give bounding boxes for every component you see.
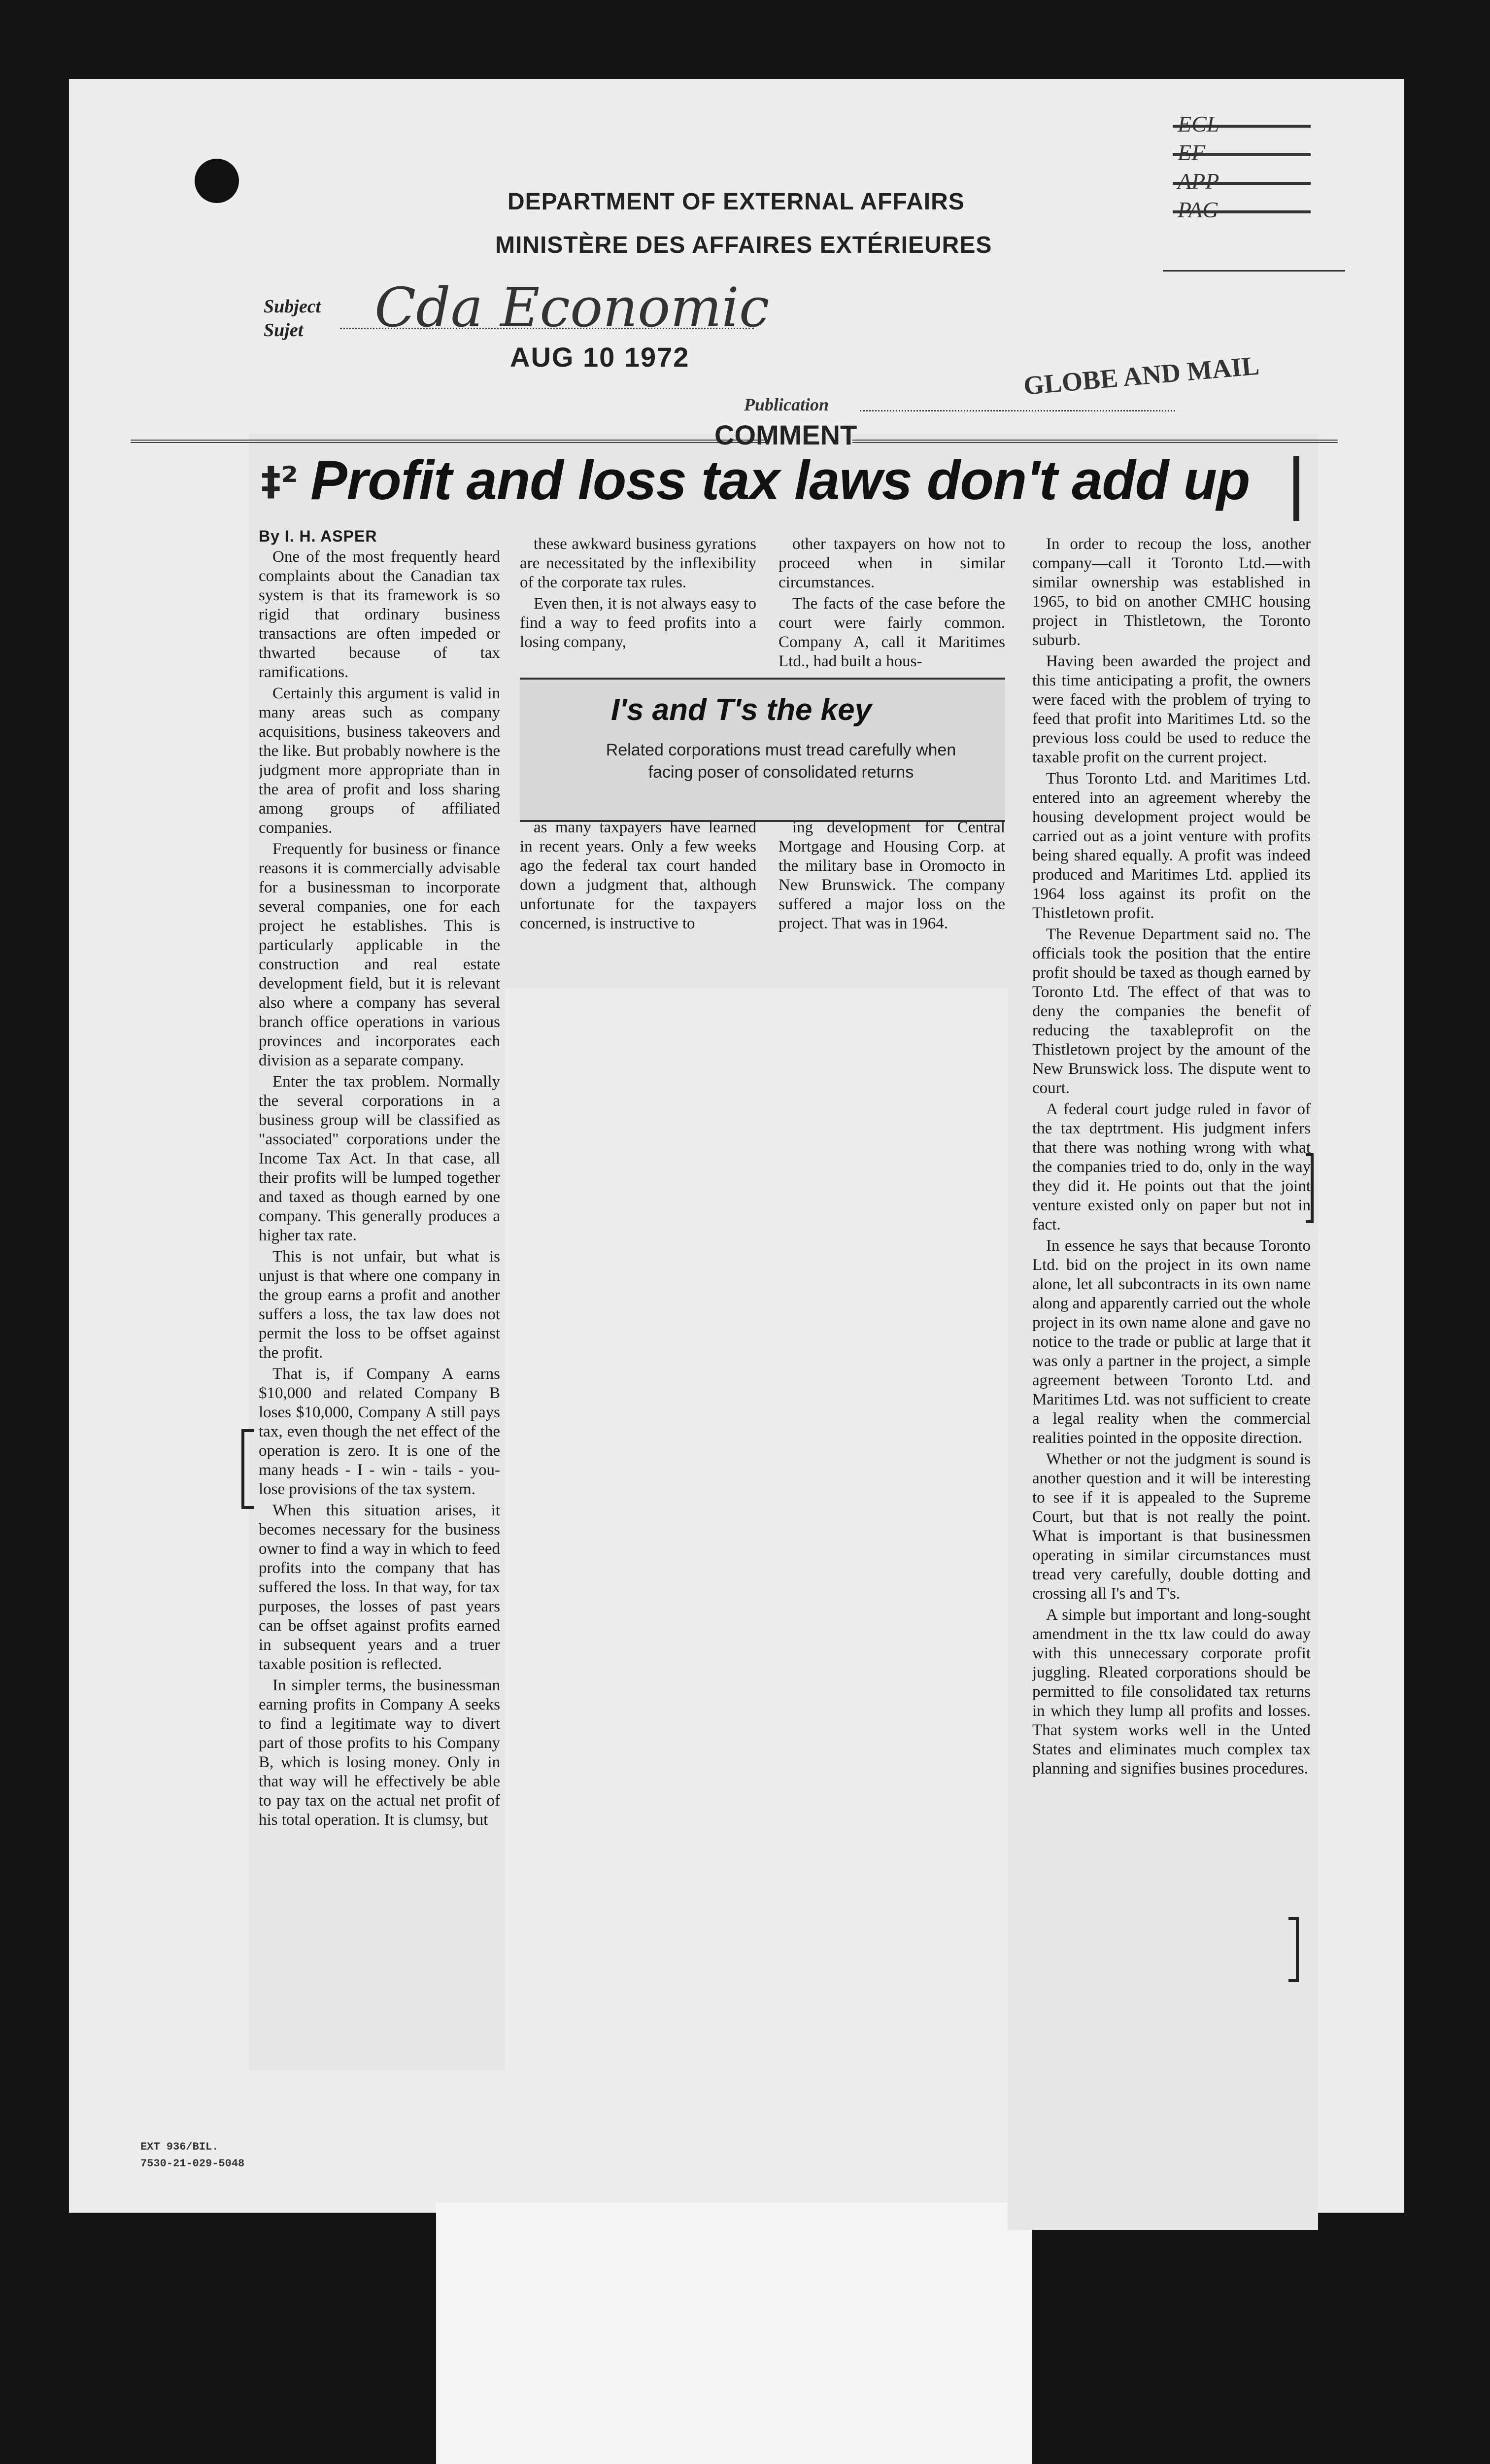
article-paragraph: The facts of the case before the court were fairly common. Company A, call it Maritimes Ltd., had built a hous-: [779, 595, 1005, 670]
article-paragraph: A federal court judge ruled in favor of the tax deptrtment. His judgment infers that there was nothing wrong with what the companies tried to do, only in the way they did it. He points out that the joint venture existed only on paper but not in fact.: [1032, 1100, 1311, 1233]
routing-item: ECL: [1178, 111, 1219, 137]
article-paragraph: In essence he says that because Toronto Ltd. bid on the project in its own name alone, let all subcontracts in its own name along and apparently carried out the whole project in its own name alone and gave no notice to the trade or public at large that it was only a partner in the project, a simple agreement between Toronto Ltd. and Maritimes Ltd. was not sufficient to create a legal reality when the commercial realities pointed in the opposite direction.: [1032, 1237, 1311, 1447]
article-paragraph: Whether or not the judgment is sound is another question and it will be interesting to see if it is appealed to the Supreme Court, but that is not really the point. What is important is that businessmen operating in similar circumstances must tread very carefully, double dotting and crossing all I's and T's.: [1032, 1450, 1311, 1603]
article-paragraph: The Revenue Department said no. The officials took the position that the entire profit should be taxed as though earned by Toronto Ltd. The effect of that was to deny the companies the benefit of reducing the taxableprofit on the Thistletown project by the amount of the New Brunswick loss. The dispute went to court.: [1032, 925, 1311, 1097]
article-paragraph: Frequently for business or finance reasons it is commercially advisable for a businessman to incorporate several companies, one for each project he establishes. This is particularly applicable in the construction and real estate development field, but it is relevant also where a company has several branch office operations in various provinces and incorporates each division as a separate company.: [259, 840, 500, 1069]
section-label: COMMENT: [714, 419, 857, 450]
article-paragraph: A simple but important and long-sought amendment in the ttx law could do away with this unnecessary corporate profit juggling. Rleated corporations should be permitted to file consolidated tax returns in which they lump all profits and losses. That system works well in the Unted States and eliminates much complex tax planning and signifies busines procedures.: [1032, 1606, 1311, 1778]
margin-bracket: [1293, 456, 1299, 521]
article-paragraph: One of the most frequently heard complaints about the Canadian tax system is that its framework is so rigid that ordinary business transactions are often impeded or thwarted because of tax ramifications.: [259, 548, 500, 681]
section-rule-left: [131, 440, 766, 443]
article-paragraph: In simpler terms, the businessman earning profits in Company A seeks to find a legitimate way to divert part of those profits to his Company B, which is losing money. Only in that way will he effectively be able to pay tax on the actual net profit of his total operation. It is clumsy, but: [259, 1677, 500, 1829]
subject-label: Subject Sujet: [264, 296, 321, 341]
department-title-en: DEPARTMENT OF EXTERNAL AFFAIRS: [508, 189, 965, 215]
article-headline: Profit and loss tax laws don't add up: [310, 449, 1250, 511]
publication-line: [860, 410, 1175, 411]
article-paragraph: Thus Toronto Ltd. and Maritimes Ltd. entered into an agreement whereby the housing development project would be carried out as a joint venture with profits being shared equally. A profit was indeed produced and Maritimes Ltd. applied its 1964 loss against its profit on the Thistletown profit.: [1032, 770, 1311, 922]
publication-name: GLOBE AND MAIL: [1022, 350, 1261, 401]
article-paragraph: ing development for Central Mortgage and Housing Corp. at the military base in Oromocto in New Brunswick. The company suffered a major loss on the project. That was in 1964.: [779, 819, 1005, 932]
margin-bracket: [1306, 1153, 1314, 1223]
subject-handwriting: Cda Economic: [374, 276, 770, 339]
article-column-1: [259, 527, 500, 2065]
publication-label: Publication: [744, 395, 829, 414]
margin-mark: ‡²: [261, 458, 299, 504]
article-column-3-bottom: [779, 818, 1005, 966]
article-paragraph: Enter the tax problem. Normally the several corporations in a business group will be classified as "associated" corporations under the Income Tax Act. In that case, all their profits will be lumped together and taxed as though earned by one company. This generally produces a higher tax rate.: [259, 1073, 500, 1244]
article-column-3-top: [779, 535, 1005, 678]
department-title-fr: MINISTÈRE DES AFFAIRES EXTÉRIEURES: [495, 232, 992, 258]
article-paragraph: Certainly this argument is valid in many areas such as company acquisitions, business takeovers and the like. But probably nowhere is the judgment more appropriate than in the area of profit and loss sharing among groups of affiliated companies.: [259, 684, 500, 837]
margin-bracket: [1288, 1917, 1299, 1982]
article-paragraph: In order to recoup the loss, another company—call it Toronto Ltd.—with similar ownership was established in 1965, to bid on another CMHC housing project in Thistletown, the Toronto suburb.: [1032, 535, 1311, 649]
margin-bracket: [241, 1429, 254, 1509]
subhead-deck: Related corporations must tread carefully when facing poser of consolidated returns: [606, 741, 956, 782]
article-column-4: [1032, 535, 1311, 2225]
article-paragraph: Having been awarded the project and this time anticipating a profit, the owners were faced with the problem of trying to feed that profit into Maritimes Ltd. so the previous loss could be used to reduce the taxable profit on the current project.: [1032, 652, 1311, 766]
form-code: EXT 936/BIL. 7530-21-029-5048: [140, 2141, 245, 2170]
routing-item: EF: [1178, 140, 1206, 165]
byline: By I. H. ASPER: [259, 527, 377, 545]
punch-hole: [195, 159, 239, 203]
article-paragraph: Even then, it is not always easy to find a way to feed profits into a losing company,: [520, 595, 756, 651]
article-paragraph: these awkward business gyrations are necessitated by the inflexibility of the corporate tax rules.: [520, 535, 756, 591]
date-stamp: AUG 10 1972: [510, 342, 690, 373]
article-paragraph: This is not unfair, but what is unjust is that where one company in the group earns a profit and another suffers a loss, the tax law does not permit the loss to be offset against the profit.: [259, 1248, 500, 1362]
section-rule-right: [852, 440, 1338, 443]
article-paragraph: That is, if Company A earns $10,000 and related Company B loses $10,000, Company A still pays tax, even though the net effect of the operation is zero. It is one of the many heads - I - win - tails - you-lose provisions of the tax system.: [259, 1365, 500, 1498]
underlying-sheet: [436, 2203, 1032, 2464]
article-paragraph: When this situation arises, it becomes necessary for the business owner to find a way in which to feed profits into the company that has suffered the loss. In that way, for tax purposes, the losses of past years can be offset against profits earned in subsequent years and a truer taxable position is reflected.: [259, 1502, 500, 1673]
routing-list: [1178, 111, 1219, 225]
routing-item: PAG: [1178, 197, 1219, 222]
subhead: I's and T's the key: [611, 693, 872, 727]
article-paragraph: as many taxpayers have learned in recent years. Only a few weeks ago the federal tax court handed down a judgment that, although unfortunate for the taxpayers concerned, is instructive to: [520, 819, 756, 932]
routing-rule: [1163, 270, 1345, 272]
article-column-2-bottom: [520, 818, 756, 966]
article-column-2-top: [520, 535, 756, 678]
article-paragraph: other taxpayers on how not to proceed when in similar circumstances.: [779, 535, 1005, 591]
routing-item: APP: [1178, 169, 1219, 194]
